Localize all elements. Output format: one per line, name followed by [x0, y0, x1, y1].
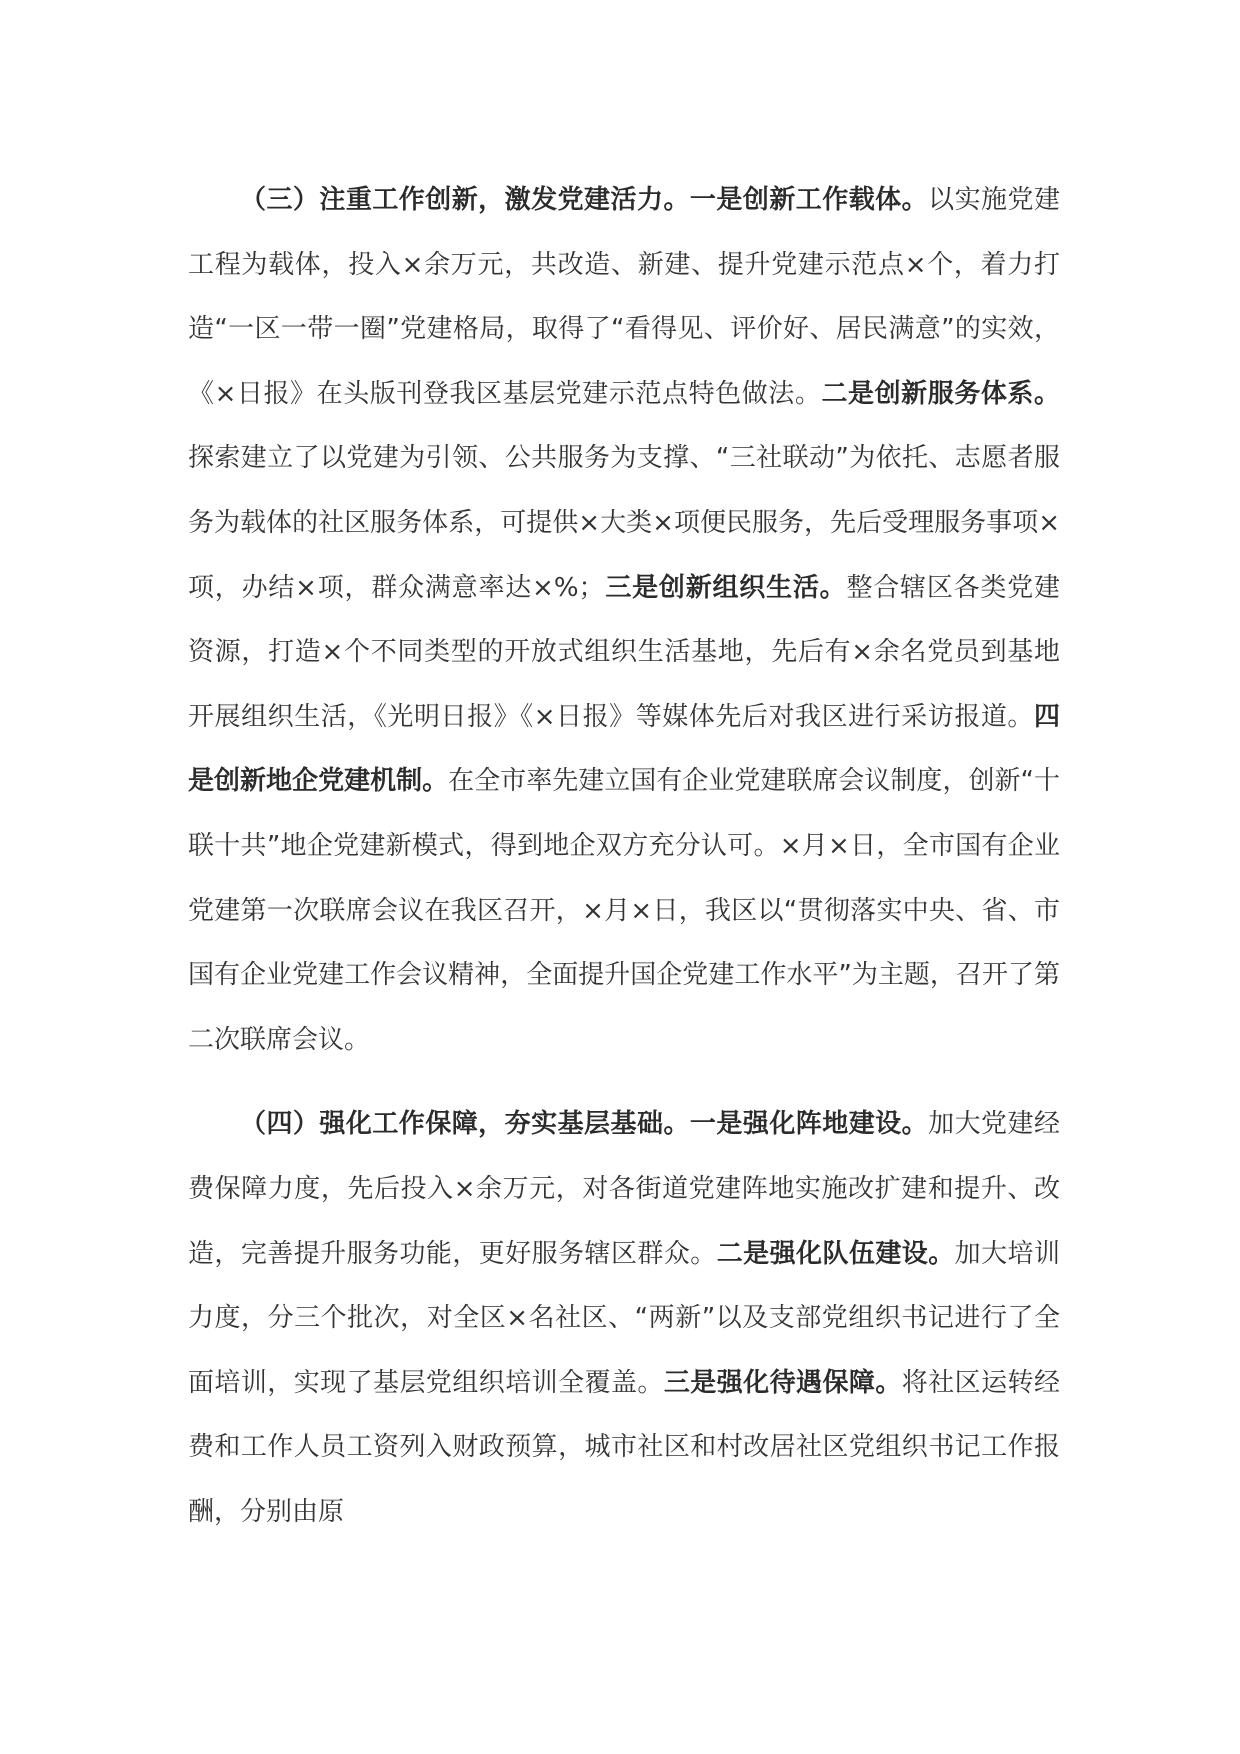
subheading: 一是创新工作载体。 [689, 185, 929, 215]
subheading: 四是创新地企党建机制。 [188, 701, 1060, 797]
paragraph-section-three [188, 168, 1060, 1072]
body-text: 将社区运转经费和工作人员工资列入财政预算，城市社区和村改居社区党组织书记工作报酬，分别由原 [188, 1367, 1060, 1527]
document-body [188, 168, 1060, 1544]
body-text: 在全市率先建立国有企业党建联席会议制度，创新“十联十共”地企党建新模式，得到地企双方充分认可。×月×日，全市国有企业党建第一次联席会议在我区召开，×月×日，我区以“贯彻落实中央、省、市国有企业党建工作会议精神，全面提升国企党建工作水平”为主题，召开了第二次联席会议。 [188, 766, 1060, 1055]
body-text: 探索建立了以党建为引领、公共服务为支撑、“三社联动”为依托、志愿者服务为载体的社区服务体系，可提供×大类×项便民服务，先后受理服务事项×项，办结×项，群众满意率达×%； [188, 443, 1060, 603]
body-text: 整合辖区各类党建资源，打造×个不同类型的开放式组织生活基地，先后有×余名党员到基地开展组织生活，《光明日报》《×日报》等媒体先后对我区进行采访报道。 [188, 572, 1060, 732]
body-text: 加大党建经费保障力度，先后投入×余万元，对各街道党建阵地实施改扩建和提升、改造，完善提升服务功能，更好服务辖区群众。 [188, 1109, 1060, 1269]
subheading: 二是创新服务体系。 [821, 378, 1060, 409]
paragraph-section-four [188, 1092, 1060, 1544]
subheading: 三是创新组织生活。 [604, 572, 847, 603]
body-text: 以实施党建工程为载体，投入×余万元，共改造、新建、提升党建示范点×个，着力打造“一区一带一圈”党建格局，取得了“看得见、评价好、居民满意”的实效，《×日报》在头版刊登我区基层党建示范点特色做法。 [188, 185, 1060, 409]
subheading: 一是强化阵地建设。 [689, 1109, 929, 1140]
subheading: 三是强化待遇保障。 [663, 1367, 902, 1398]
section-heading: （三）注重工作创新，激发党建活力。 [240, 185, 690, 215]
body-text: 加大培训力度，分三个批次，对全区×名社区、“两新”以及支部党组织书记进行了全面培训，实现了基层党组织培训全覆盖。 [188, 1238, 1060, 1398]
section-heading: （四）强化工作保障，夯实基层基础。 [240, 1109, 690, 1140]
subheading: 二是强化队伍建设。 [716, 1238, 955, 1269]
